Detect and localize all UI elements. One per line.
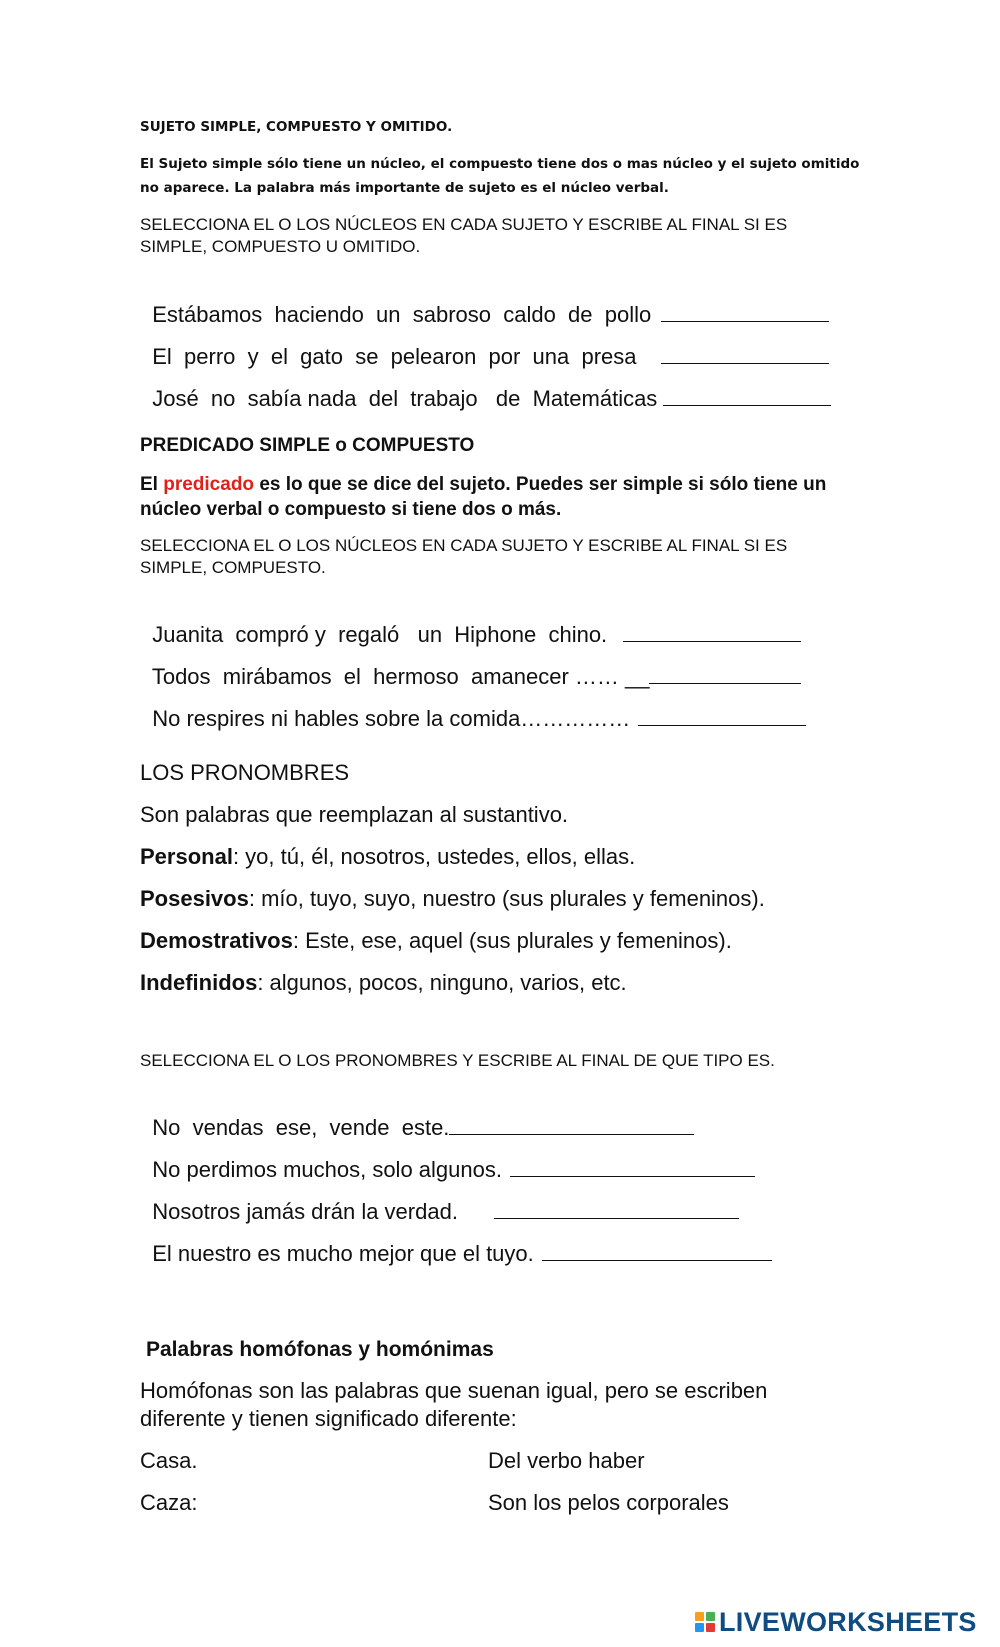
sentence-text: No respires ni hables sobre la comida…………… bbox=[152, 706, 631, 731]
sentence-text: No vendas ese, vende este. bbox=[152, 1115, 450, 1140]
section2-sentence-3 bbox=[140, 675, 806, 733]
section4-title: Palabras homófonas y homónimas bbox=[146, 1338, 494, 1361]
liveworksheets-logo-text: LIVEWORKSHEETS bbox=[719, 1606, 977, 1637]
definition-prefix: El bbox=[140, 474, 164, 495]
section2-definition-line2: núcleo verbal o compuesto si tiene dos o más. bbox=[140, 499, 562, 520]
pronoun-type-personal bbox=[140, 843, 635, 871]
sentence-text: Estábamos haciendo un sabroso caldo de pollo bbox=[152, 302, 652, 327]
pronoun-type-demostrativos bbox=[140, 927, 732, 955]
pronoun-type-label: Indefinidos bbox=[140, 970, 258, 995]
liveworksheets-logo bbox=[695, 1606, 977, 1638]
sentence-text: El perro y el gato se pelearon por una presa bbox=[152, 344, 637, 369]
section1-sentence-3 bbox=[140, 355, 831, 413]
sentence-text: Nosotros jamás drán la verdad. bbox=[152, 1199, 458, 1224]
homophone-word-1: Casa. bbox=[140, 1448, 198, 1473]
homophone-word-2: Caza: bbox=[140, 1490, 198, 1515]
sentence-text: No perdimos muchos, solo algunos. bbox=[152, 1157, 502, 1182]
section1-instruction-line1: SELECCIONA EL O LOS NÚCLEOS EN CADA SUJETO Y ESCRIBE AL FINAL SI ES bbox=[140, 215, 788, 234]
pronoun-type-label: Demostrativos bbox=[140, 928, 293, 953]
pronoun-type-examples: : Este, ese, aquel (sus plurales y femeninos). bbox=[292, 928, 732, 953]
sentence-text: José no sabía nada del trabajo de Matemáticas bbox=[152, 386, 658, 411]
sentence-text: Juanita compró y regaló un Hiphone chino. bbox=[152, 622, 608, 647]
section4-intro-line1: Homófonas son las palabras que suenan igual, pero se escriben bbox=[140, 1378, 768, 1403]
pronoun-type-examples: : mío, tuyo, suyo, nuestro (sus plurales y femeninos). bbox=[248, 886, 765, 911]
answer-blank[interactable] bbox=[542, 1238, 772, 1261]
predicado-highlight: predicado bbox=[163, 474, 255, 495]
section2-instruction-line1: SELECCIONA EL O LOS NÚCLEOS EN CADA SUJETO Y ESCRIBE AL FINAL SI ES bbox=[140, 536, 788, 555]
homophone-meaning-2: Son los pelos corporales bbox=[488, 1490, 729, 1515]
pronoun-type-label: Posesivos bbox=[140, 886, 249, 911]
definition-rest: es lo que se dice del sujeto. Puedes ser simple si sólo tiene un bbox=[254, 474, 827, 495]
section3-title: LOS PRONOMBRES bbox=[140, 760, 350, 785]
pronoun-type-indefinidos bbox=[140, 969, 627, 997]
liveworksheets-logo-icon bbox=[695, 1612, 715, 1632]
answer-blank[interactable] bbox=[638, 703, 806, 726]
section1-intro-line1: El Sujeto simple sólo tiene un núcleo, el compuesto tiene dos o mas núcleo y el sujeto omitido bbox=[140, 156, 860, 172]
pronoun-type-examples: : yo, tú, él, nosotros, ustedes, ellos, ellas. bbox=[232, 844, 636, 869]
section2-title: PREDICADO SIMPLE o COMPUESTO bbox=[140, 435, 475, 456]
pronoun-type-examples: : algunos, pocos, ninguno, varios, etc. bbox=[257, 970, 627, 995]
section2-instruction-line2: SIMPLE, COMPUESTO. bbox=[140, 558, 326, 577]
section3-instruction: SELECCIONA EL O LOS PRONOMBRES Y ESCRIBE AL FINAL DE QUE TIPO ES. bbox=[140, 1051, 775, 1070]
homophone-meaning-1: Del verbo haber bbox=[488, 1448, 645, 1473]
section1-instruction-line2: SIMPLE, COMPUESTO U OMITIDO. bbox=[140, 237, 421, 256]
sentence-text: El nuestro es mucho mejor que el tuyo. bbox=[152, 1241, 534, 1266]
section2-definition-line1 bbox=[140, 472, 826, 497]
answer-blank[interactable] bbox=[663, 383, 831, 406]
pronoun-type-label: Personal bbox=[140, 844, 233, 869]
section4-intro-line2: diferente y tienen significado diferente: bbox=[140, 1406, 517, 1431]
pronoun-type-posesivos bbox=[140, 885, 765, 913]
sentence-text: Todos mirábamos el hermoso amanecer …… __ bbox=[151, 664, 650, 689]
section1-intro-line2: no aparece. La palabra más importante de sujeto es el núcleo verbal. bbox=[140, 180, 669, 196]
section1-title: SUJETO SIMPLE, COMPUESTO Y OMITIDO. bbox=[140, 119, 453, 135]
section3-sentence-4 bbox=[140, 1210, 772, 1268]
section3-definition: Son palabras que reemplazan al sustantivo. bbox=[140, 802, 569, 827]
